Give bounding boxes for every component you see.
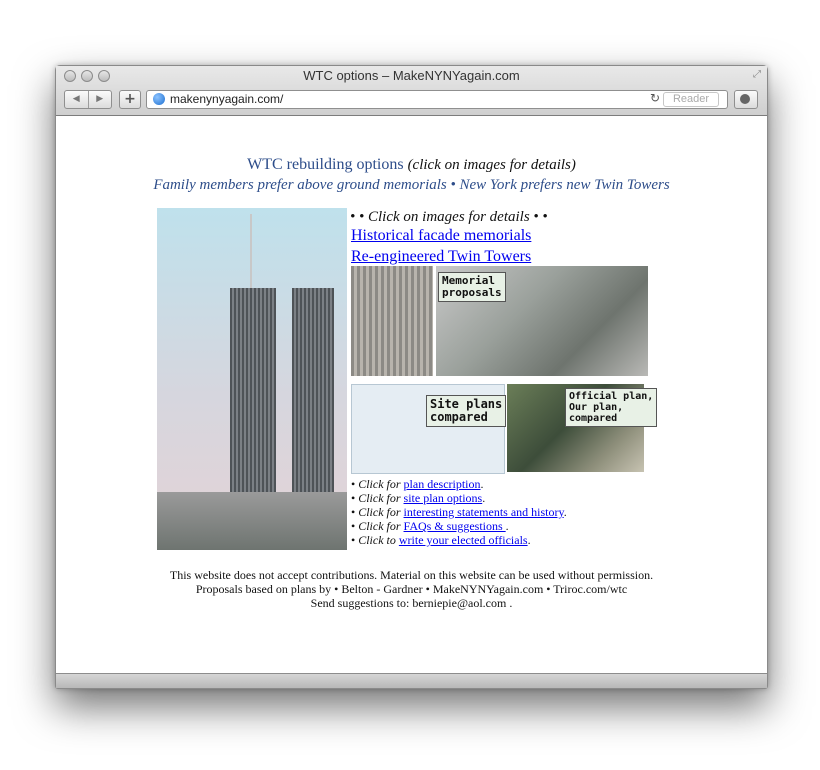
site-plans-image[interactable] [351,384,505,474]
official-plan-label: Official plan, Our plan, compared [565,388,657,427]
nav-buttons [64,90,112,109]
list-item: • Click to write your elected officials. [351,533,531,547]
footer-line: Send suggestions to: berniepie@aol.com . [310,596,513,610]
click-header: • • Click on images for details • • [350,209,548,225]
list-item: • Click for interesting statements and history. [351,505,567,519]
historical-facade-link[interactable]: Historical facade memorials [351,227,532,244]
reader-button[interactable]: Reader [663,92,719,107]
window-title: WTC options – MakeNYNYagain.com [303,68,520,83]
memorial-label: Memorial proposals [438,272,506,302]
official-plan-image[interactable] [507,384,654,472]
antenna-spire [250,214,252,289]
statements-history-link[interactable]: interesting statements and history [403,505,564,519]
list-item: • Click for plan description. [351,477,484,491]
twin-towers-link[interactable]: Re-engineered Twin Towers [351,248,532,265]
downloads-button[interactable] [734,90,758,109]
link-list [351,477,567,547]
list-item: • Click for site plan options. [351,491,486,505]
status-bar [56,673,767,688]
footer-line: This website does not accept contributions. Material on this website can be used without permission. [169,568,654,582]
page-content [56,116,767,673]
page-subtitle: Family members prefer above ground memorials • New York prefers new Twin Towers [153,177,670,193]
footer-line: Proposals based on plans by • Belton - Gardner • MakeNYNYagain.com • Triroc.com/wtc [195,582,628,596]
twin-towers-image[interactable] [157,208,347,550]
list-item: • Click for FAQs & suggestions . [351,519,509,533]
tower-right [292,288,334,508]
add-bookmark-button[interactable]: + [119,90,141,109]
site-plans-label: Site plans compared [426,395,506,427]
site-plan-options-link[interactable]: site plan options [403,491,483,505]
reload-icon[interactable]: ↻ [650,91,661,105]
address-bar[interactable] [146,90,728,109]
memorial-proposals-image[interactable] [436,266,648,376]
fullscreen-icon[interactable]: ⤢ [753,69,761,80]
globe-icon [153,93,165,105]
page-title-note: (click on images for details) [407,157,576,173]
forward-button[interactable]: ▶ [96,94,104,104]
browser-window [55,65,768,689]
page-title-main: WTC rebuilding options [247,156,404,173]
ruins-image[interactable] [351,266,433,376]
plaza-base [157,492,347,550]
elected-officials-link[interactable]: write your elected officials [398,533,528,547]
plan-description-link[interactable]: plan description [403,477,481,491]
url-text[interactable]: makenynyagain.com/ [170,92,284,106]
title-bar [56,66,767,116]
faqs-link[interactable]: FAQs & suggestions [403,519,506,533]
footer [56,568,767,610]
tower-left [230,288,276,510]
back-button[interactable]: ◀ [65,91,89,108]
page-title [56,156,767,174]
download-icon [740,94,750,104]
